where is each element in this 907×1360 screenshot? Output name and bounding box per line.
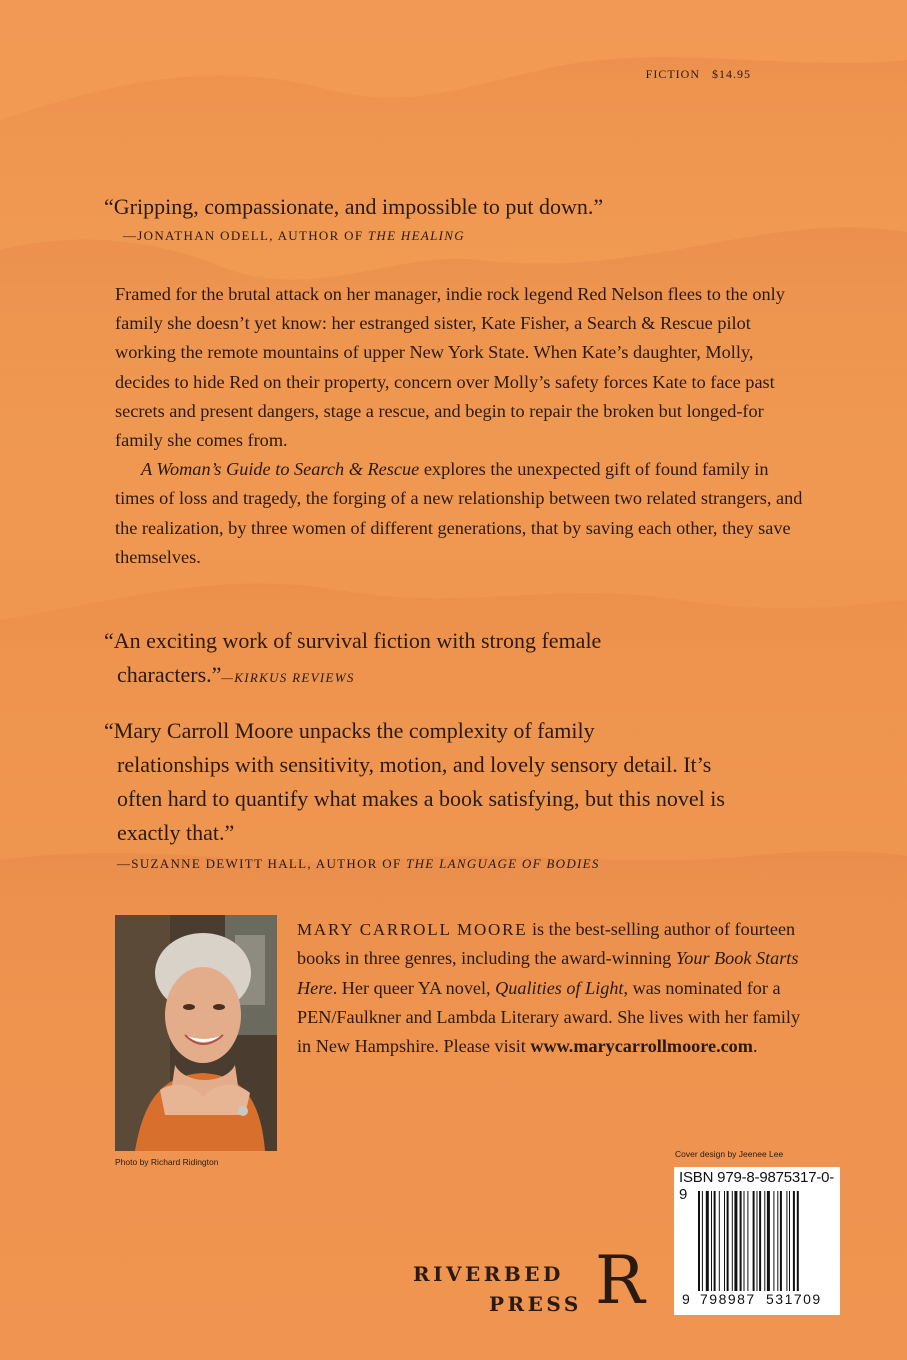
barcode-bar bbox=[698, 1191, 700, 1291]
publisher-logo bbox=[413, 1242, 663, 1326]
barcode-bar bbox=[734, 1191, 737, 1291]
publisher-name-line-1: RIVERBED bbox=[413, 1262, 564, 1286]
cover-design-credit: Cover design by Jeenee Lee bbox=[675, 1149, 784, 1159]
barcode-bar bbox=[719, 1191, 720, 1291]
barcode-bar bbox=[740, 1191, 742, 1291]
genre-category: FICTION bbox=[645, 67, 700, 81]
barcode-bar bbox=[757, 1191, 758, 1291]
barcode-bar bbox=[789, 1191, 790, 1291]
barcode-digit-group: 798987 bbox=[700, 1291, 756, 1307]
barcode-bar bbox=[759, 1191, 761, 1291]
barcode-bar bbox=[727, 1191, 729, 1291]
author-bio: MARY CARROLL MOORE is the best-selling author of fourteen books in three genres, including the award-winning Your Book Starts Here. Her queer YA novel, Qualities of Light, was nominated for a PEN/Faulkner and Lambda Literary award. She lives with her family in New Hampshire. Please visit www.marycarrollmoore.com. bbox=[297, 919, 801, 1057]
isbn-barcode bbox=[674, 1167, 840, 1315]
barcode-bar bbox=[797, 1191, 799, 1291]
barcode-bar bbox=[714, 1191, 716, 1291]
quote-text: “Gripping, compassionate, and impossible to put down.” bbox=[104, 194, 604, 219]
author-name: MARY CARROLL MOORE bbox=[297, 920, 528, 939]
endorsement-quote-3 bbox=[104, 714, 744, 872]
barcode-bar bbox=[732, 1191, 733, 1291]
barcode-bar bbox=[711, 1191, 712, 1291]
publisher-mark: R bbox=[595, 1242, 645, 1319]
price-label bbox=[646, 67, 751, 82]
barcode-bar bbox=[773, 1191, 774, 1291]
quote-attribution: —SUZANNE DEWITT HALL, AUTHOR OF THE LANGUAGE OF BODIES bbox=[117, 856, 600, 871]
quote-text-rest: relationships with sensitivity, motion, and lovely sensory detail. It’s often hard to quantify what makes a book satisfying, but this novel is exactly that.” bbox=[117, 752, 725, 845]
barcode-bar bbox=[724, 1191, 725, 1291]
quote-attribution: —KIRKUS REVIEWS bbox=[221, 670, 355, 685]
publisher-name-line-2: PRESS bbox=[489, 1292, 582, 1316]
description-paragraph-2: A Woman’s Guide to Search & Rescue explores the unexpected gift of found family in times of loss and tragedy, the forging of a new relationship between two related strangers, and the realization, by three women of different generations, that by saving each other, they save themselves. bbox=[115, 459, 803, 567]
barcode-bar bbox=[747, 1191, 748, 1291]
description-paragraph-1: Framed for the brutal attack on her manager, indie rock legend Red Nelson flees to the only family she doesn’t yet know: her estranged sister, Kate Fisher, a Search & Rescue pilot working the remote mountains of upper New York State. When Kate’s daughter, Molly, decides to hide Red on their property, concern over Molly’s safety forces Kate to face past secrets and present dangers, stage a rescue, and begin to repair the broken but longed-for family she comes from. bbox=[115, 284, 785, 451]
price-amount: $14.95 bbox=[712, 67, 751, 81]
barcode-bar bbox=[780, 1191, 782, 1291]
barcode-bar bbox=[786, 1191, 787, 1291]
barcode-bar bbox=[706, 1191, 709, 1291]
barcode-bar bbox=[767, 1191, 770, 1291]
endorsement-quote-2 bbox=[104, 624, 744, 695]
barcode-digit: 9 bbox=[682, 1291, 690, 1307]
barcode-bar bbox=[702, 1191, 703, 1291]
author-website-link[interactable]: www.marycarrollmoore.com bbox=[530, 1036, 753, 1057]
book-title: Qualities of Light bbox=[495, 977, 624, 998]
photo-credit: Photo by Richard Ridington bbox=[115, 1157, 219, 1167]
quote-text-line: characters.” bbox=[117, 662, 222, 687]
barcode-digit-group: 531709 bbox=[766, 1291, 822, 1307]
barcode-bars bbox=[698, 1191, 832, 1291]
barcode-bar bbox=[753, 1191, 755, 1291]
isbn-number: ISBN 979-8-9875317-0-9 bbox=[679, 1169, 835, 1203]
author-photo bbox=[115, 915, 277, 1151]
quote-attribution: —JONATHAN ODELL, AUTHOR OF THE HEALING bbox=[123, 228, 465, 243]
barcode-bar bbox=[777, 1191, 778, 1291]
book-description bbox=[115, 280, 805, 572]
barcode-bar bbox=[744, 1191, 745, 1291]
book-title: Your Book Starts Here bbox=[297, 948, 799, 998]
barcode-bar bbox=[793, 1191, 795, 1291]
quote-text-line: “An exciting work of survival fiction with strong female bbox=[104, 628, 602, 653]
quote-text-line: “Mary Carroll Moore unpacks the complexity of family bbox=[104, 718, 595, 743]
barcode-bar bbox=[764, 1191, 765, 1291]
endorsement-quote-1 bbox=[104, 194, 824, 244]
